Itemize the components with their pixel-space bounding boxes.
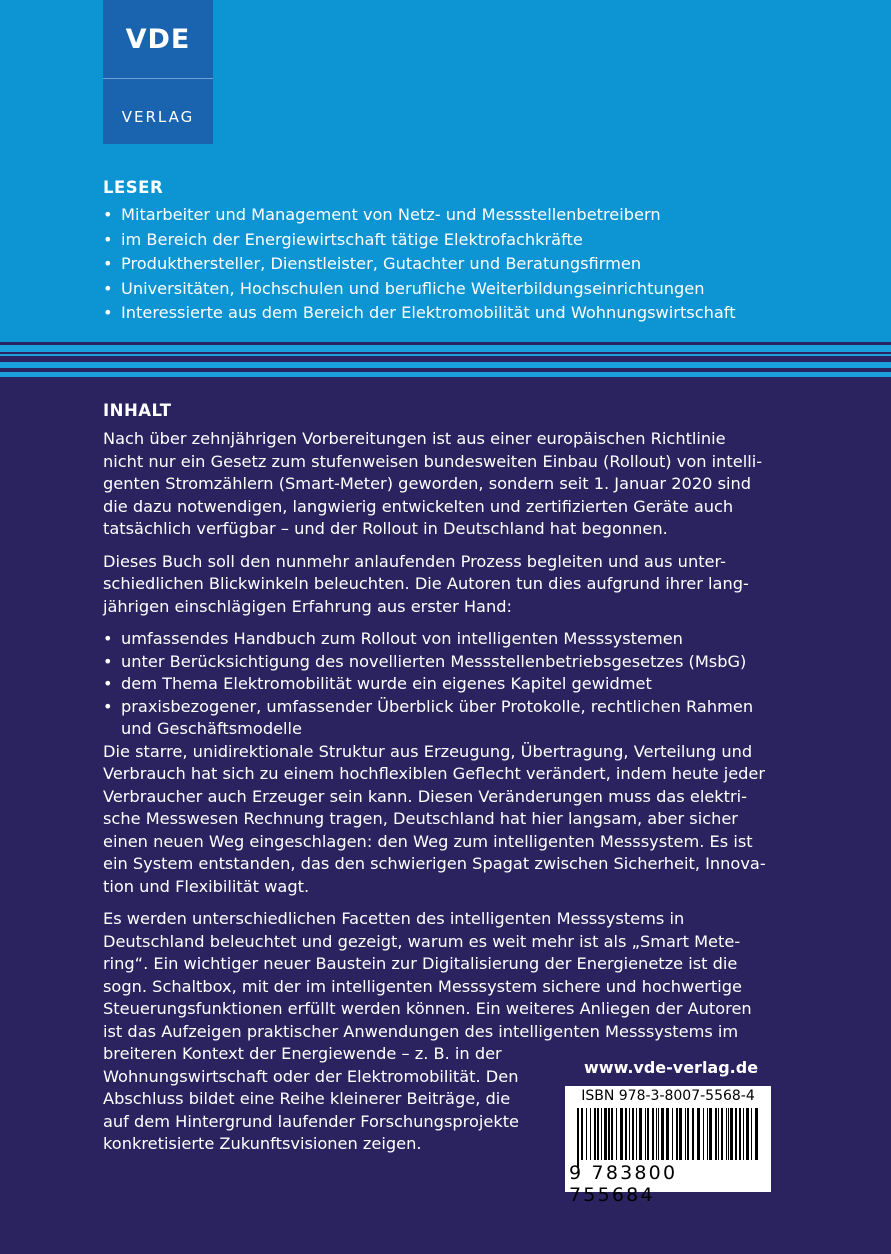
ean-number: 9 783800 755684	[569, 1162, 678, 1206]
list-item: • praxisbezogener, umfassender Überblick über Protokolle, rechtlichen Rahmen	[103, 696, 766, 719]
text-line: einen neuen Weg eingeschlagen: den Weg zum intelligenten Messsystem. Es ist	[103, 831, 753, 851]
logo-brand: VDE	[125, 24, 191, 55]
text-line: Deutschland beleuchtet und gezeigt, warum es weit mehr ist als „Smart Mete-	[103, 931, 741, 951]
text-line: Die starre, unidirektionale Struktur aus Erzeugung, Übertragung, Verteilung und	[103, 741, 753, 761]
barcode-bar	[597, 1108, 599, 1160]
text-line: tatsächlich verfügbar – und der Rollout in Deutschland hat begonnen.	[103, 519, 668, 538]
text-line: sche Messwesen Rechnung tragen, Deutschland hat hier langsam, aber sicher	[103, 809, 738, 828]
barcode-bar	[616, 1108, 617, 1160]
website-url: www.vde-verlag.de	[584, 1058, 759, 1077]
list-item: • umfassendes Handbuch zum Rollout von intelligenten Messsystemen	[103, 628, 766, 651]
text-line: Verbrauch hat sich zu einem hochflexiblen Geflecht verändert, indem heute jeder	[103, 764, 766, 783]
text-line: ist das Aufzeigen praktischer Anwendungen des intelligenten Messsystems im	[103, 1021, 739, 1041]
text-line: schiedlichen Blickwinkeln beleuchten. Die Autoren tun dies aufgrund ihrer lang-	[103, 574, 749, 593]
text-line: ein System entstanden, das den schwierigen Spagat zwischen Sicherheit, Innova-	[103, 854, 766, 873]
text-line: Abschluss bildet eine Reihe kleinerer Beiträge, die	[103, 1089, 511, 1108]
barcode-bar	[652, 1108, 654, 1160]
list-item: • Interessierte aus dem Bereich der Elektromobilität und Wohnungswirtschaft	[103, 301, 736, 326]
text-line: Wohnungswirtschaft oder der Elektromobilität. Den	[103, 1066, 519, 1086]
barcode-bar	[721, 1108, 723, 1160]
text-line: auf dem Hintergrund laufender Forschungsprojekte	[103, 1111, 520, 1131]
text-line: breiteren Kontext der Energiewende – z. B. in der	[103, 1044, 502, 1063]
barcode-bar	[581, 1108, 583, 1160]
barcode-bar	[629, 1108, 630, 1160]
logo-divider	[103, 78, 213, 79]
barcode-bar	[715, 1108, 717, 1160]
barcode-bar	[730, 1108, 733, 1160]
inhalt-body	[103, 428, 766, 1166]
barcode-bar	[755, 1108, 758, 1160]
inhalt-bullets	[103, 628, 766, 741]
barcode-bar	[656, 1108, 657, 1160]
barcode-bar	[666, 1108, 669, 1160]
barcode-bar	[672, 1108, 673, 1160]
barcode-bar	[735, 1108, 737, 1160]
barcode-bar	[703, 1108, 704, 1160]
barcode-bar	[604, 1108, 607, 1160]
text-line: tion und Flexibilität wagt.	[103, 876, 310, 896]
barcode-bar	[692, 1108, 694, 1160]
paragraph-2	[103, 551, 766, 619]
list-item: • Universitäten, Hochschulen und berufliche Weiterbildungseinrichtungen	[103, 277, 736, 302]
barcode-bar	[751, 1108, 752, 1160]
barcode-bars	[577, 1108, 761, 1168]
paragraph-1	[103, 428, 766, 541]
vde-verlag-logo	[103, 0, 213, 144]
isbn-text: ISBN 978-3-8007-5568-4	[581, 1088, 755, 1104]
barcode-bar	[697, 1108, 700, 1160]
text-line: Nach über zehnjährigen Vorbereitungen ist aus einer europäischen Richtlinie	[103, 429, 726, 448]
leser-list	[103, 203, 736, 326]
list-item: • Produkthersteller, Dienstleister, Gutachter und Beratungsfirmen	[103, 252, 736, 277]
barcode-bar	[601, 1108, 602, 1160]
barcode-bar	[636, 1108, 637, 1160]
barcode-bar	[632, 1108, 634, 1160]
barcode-bar	[661, 1108, 664, 1160]
text-line: Es werden unterschiedlichen Facetten des intelligenten Messsystems in	[103, 909, 685, 928]
list-item: und Geschäftsmodelle	[121, 719, 303, 738]
barcode-bar	[611, 1108, 613, 1160]
barcode-bar	[639, 1108, 642, 1160]
text-line: nicht nur ein Gesetz zum stufenweisen bundesweiten Einbau (Rollout) von intelli-	[103, 451, 763, 471]
barcode-bar	[620, 1108, 623, 1160]
text-line: genten Stromzählern (Smart-Meter) geworden, sondern seit 1. Januar 2020 sind	[103, 474, 752, 493]
barcode-bar	[608, 1108, 610, 1160]
barcode-bar	[679, 1108, 682, 1160]
text-line: Steuerungsfunktionen erfüllt werden können. Ein weiteres Anliegen der Autoren	[103, 999, 752, 1018]
barcode-bar	[645, 1108, 646, 1160]
list-item: • unter Berücksichtigung des novellierten Messstellenbetriebsgesetzes (MsbG)	[103, 651, 766, 674]
list-item: • Mitarbeiter und Management von Netz- und Messstellenbetreibern	[103, 203, 736, 228]
inhalt-heading: INHALT	[103, 401, 172, 420]
text-line: jährigen einschlägigen Erfahrung aus erster Hand:	[103, 596, 512, 616]
text-line: konkretisierte Zukunftsvisionen zeigen.	[103, 1134, 422, 1153]
leser-heading: LESER	[103, 178, 164, 197]
barcode-bar	[687, 1108, 689, 1160]
text-line: sogn. Schaltbox, mit der im intelligenten Messsystem sichere und hochwertige	[103, 976, 742, 996]
barcode-bar	[707, 1108, 708, 1160]
barcode-bar	[586, 1108, 587, 1160]
barcode-bar	[625, 1108, 627, 1160]
barcode-bar	[718, 1108, 719, 1160]
isbn-barcode	[565, 1086, 771, 1206]
barcode-bar	[676, 1108, 678, 1160]
text-line: Verbraucher auch Erzeuger sein kann. Diesen Veränderungen muss das elektri-	[103, 786, 748, 806]
barcode-bar	[709, 1108, 712, 1160]
barcode-bar	[594, 1108, 596, 1160]
list-item: • dem Thema Elektromobilität wurde ein eigenes Kapitel gewidmet	[103, 673, 766, 696]
barcode-bar	[726, 1108, 727, 1160]
text-line: ring“. Ein wichtiger neuer Baustein zur Digitalisierung der Energienetze ist die	[103, 954, 738, 973]
barcode-bar	[658, 1108, 659, 1160]
barcode-bar	[743, 1108, 744, 1160]
barcode-bar	[577, 1108, 579, 1168]
barcode-bar	[739, 1108, 741, 1160]
list-item: • im Bereich der Energiewirtschaft tätige Elektrofachkräfte	[103, 228, 736, 253]
text-line: die dazu notwendigen, langwierig entwickelten und zertifizierten Geräte auch	[103, 496, 734, 516]
text-line: Dieses Buch soll den nunmehr anlaufenden Prozess begleiten und aus unter-	[103, 551, 726, 571]
barcode-bar	[685, 1108, 686, 1160]
logo-sub: VERLAG	[121, 108, 195, 126]
paragraph-3	[103, 741, 766, 899]
barcode-bar	[590, 1108, 591, 1160]
barcode-bar	[746, 1108, 749, 1160]
barcode-bar	[728, 1108, 729, 1160]
barcode-bar	[647, 1108, 649, 1160]
stripe-band	[0, 342, 891, 380]
